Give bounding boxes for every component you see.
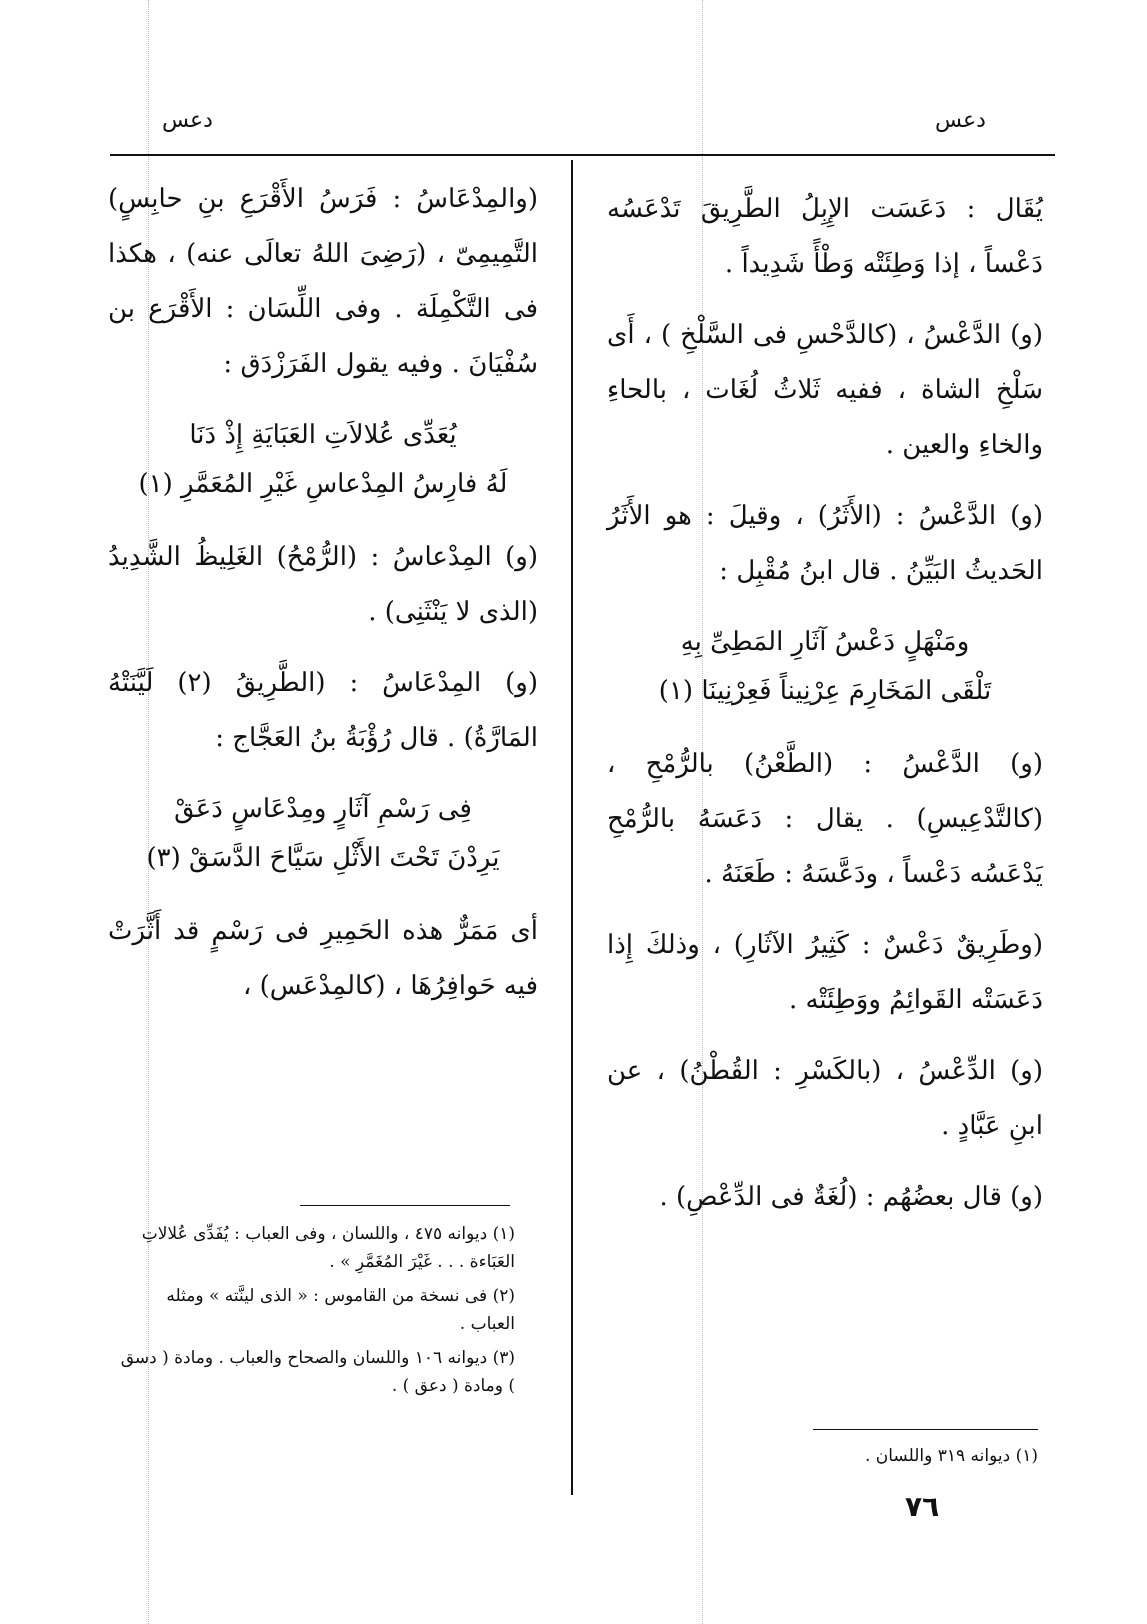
verse-line: ومَنْهَلٍ دَعْسُ آثَارِ المَطِىِّ بِهِ [680, 627, 970, 657]
left-column [108, 172, 538, 1030]
entry-paragraph: (و) الدِّعْسُ ، (بالكَسْرِ : القُطْنُ) ، عن ابنِ عَبَّادٍ . [607, 1056, 1043, 1141]
verse-line: يُعَدِّى عُلالاَتِ العَبَايَةِ إِذْ دَنَا [189, 420, 457, 450]
entry-paragraph: (و) المِدْعَاسُ : (الطَّرِيقُ (٢) لَيَّنَتْهُ المَارَّةُ) . قال رُؤْبَةُ بنُ العَجَّاج : [108, 668, 538, 753]
verse-line: فِى رَسْمِ آثَارٍ ومِدْعَاسٍ دَعَقْ [174, 794, 472, 824]
verse-line: يَرِدْنَ تَحْتَ الأَثْلِ سَيَّاحَ الدَّسَقْ (٣) [146, 843, 500, 873]
column-divider [571, 160, 573, 1495]
footnote: (٣) ديوانه ١٠٦ واللسان والصحاح والعباب . ومادة ( دسق ) ومادة ( دعق ) . [120, 1348, 515, 1396]
header-rule [110, 154, 1055, 156]
running-header-left: دعس [162, 108, 213, 133]
entry-paragraph: (و) الدَّعْسُ ، (كالدَّحْسِ فى السَّلْخِ ) ، أَى سَلْخِ الشاة ، ففيه ثَلاثُ لُغَات ، بالحاءِ والخاءِ والعين . [607, 320, 1043, 460]
entry-paragraph: يُقَال : دَعَسَت الإِبِلُ الطَّرِيقَ تَدْعَسُه دَعْساً ، إذا وَطِئَتْه وَطْأً شَدِيداً . [607, 194, 1043, 279]
entry-paragraph: (و) الدَّعْسُ : (الطَّعْنُ) بالرُّمْحِ ، (كالتَّدْعِيسِ) . يقال : دَعَسَهُ بالرُّمْحِ يَدْعَسُه دَعْساً ، ودَعَّسَهُ : طَعَنَهُ . [607, 749, 1043, 889]
footnote-rule [813, 1429, 1038, 1430]
footnote-rule [300, 1205, 510, 1206]
footnotes-left [120, 1220, 515, 1406]
verse-line: لَهُ فارِسُ المِدْعاسِ غَيْرِ المُعَمَّرِ (١) [138, 469, 508, 499]
footnote: (١) ديوانه ٤٧٥ ، واللسان ، وفى العباب : يُفَدِّى عُلالاتِ العَبَاءة . . . غَيْرَ المُغَمَّرِ » . [141, 1224, 515, 1272]
verse-line: تَلْقَى المَخَارِمَ عِرْنِيناً فَعِرْنِينَا (١) [658, 676, 992, 706]
page-number: ٧٦ [905, 1490, 940, 1523]
entry-paragraph: أى مَمَرٌّ هذه الحَمِيرِ فى رَسْمٍ قد أَثَّرَتْ فيه حَوافِرُهَا ، (كالمِدْعَس) ، [108, 916, 538, 1001]
entry-paragraph: (و) قال بعضُهُم : (لُغَةٌ فى الدِّعْصِ) . [659, 1182, 1043, 1212]
footnotes-right [660, 1442, 1038, 1476]
entry-paragraph: (وطَرِيقٌ دَعْسٌ : كَثِيرُ الآثَارِ) ، وذلكَ إِذا دَعَسَتْه القَوائِمُ ووَطِئَتْه . [607, 930, 1043, 1015]
poetry-verse [108, 408, 538, 512]
entry-paragraph: (و) المِدْعاسُ : (الرُّمْحُ) الغَلِيظُ الشَّدِيدُ (الذى لا يَنْثَنِى) . [108, 542, 538, 627]
poetry-verse [607, 615, 1043, 719]
entry-paragraph: (و) الدَّعْسُ : (الأَثَرُ) ، وقيلَ : هو الأَثَرُ الحَديثُ البَيِّنُ . قال ابنُ مُقْبِل : [607, 501, 1043, 586]
footnote: (١) ديوانه ٣١٩ واللسان . [864, 1446, 1038, 1466]
poetry-verse [108, 782, 538, 886]
footnote: (٢) فى نسخة من القاموس : « الذى لينَّته » ومثله العباب . [166, 1286, 515, 1334]
right-column [607, 182, 1043, 1241]
running-header-right: دعس [935, 108, 986, 133]
entry-paragraph: (والمِدْعَاسُ : فَرَسُ الأَقْرَعِ بنِ حابِسٍ) التَّمِيمِىّ ، (رَضِىَ اللهُ تعالَى عنه) ، هكذا فى التَّكْمِلَة . وفى اللِّسَان : الأَقْرَع بن سُفْيَانَ . وفيه يقول الفَرَزْدَق : [108, 184, 538, 379]
